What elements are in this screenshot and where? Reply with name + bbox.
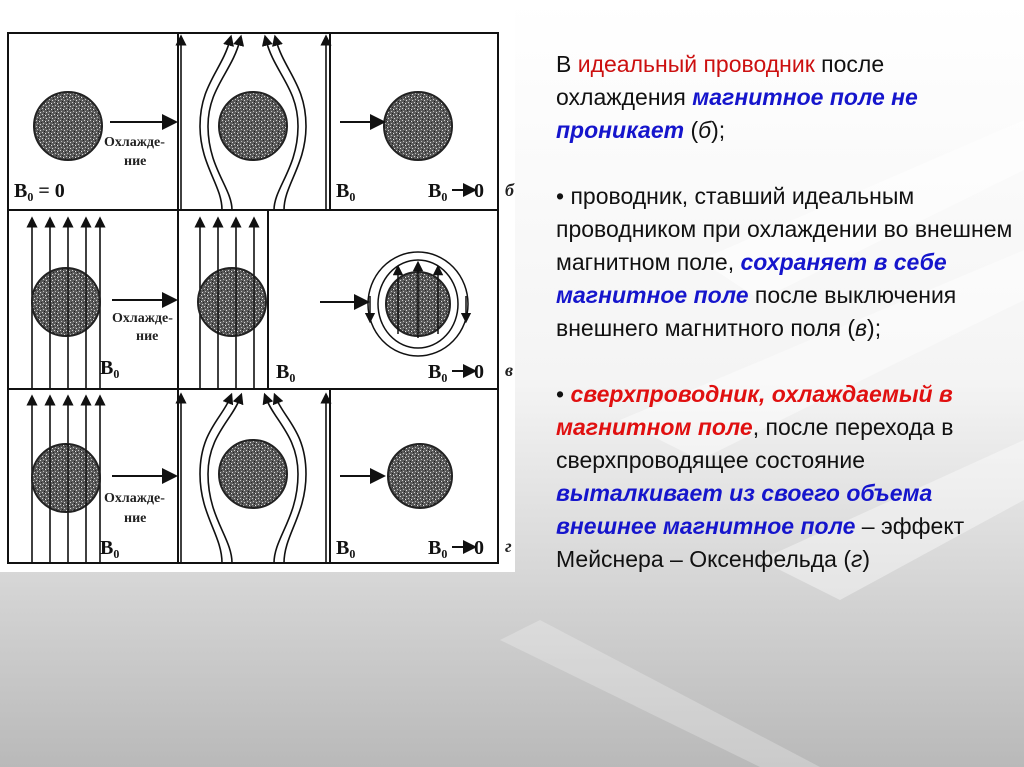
superconductor-ball <box>198 268 266 336</box>
b0-label-right: B₀ <box>428 180 448 202</box>
b0-label-right: B₀ <box>428 537 448 559</box>
cooling-label-top: Охлажде- <box>104 491 165 506</box>
b0-label-left: B₀ = 0 <box>14 180 65 202</box>
cooling-label-bottom: ние <box>136 329 159 344</box>
cooling-label-bottom: ние <box>124 511 147 526</box>
row-tag-g: г <box>505 536 512 556</box>
superconductor-ball <box>32 444 100 512</box>
superconductor-ball <box>219 92 287 160</box>
superconductor-ball <box>219 440 287 508</box>
cooling-label-top: Охлажде- <box>112 311 173 326</box>
cooling-label-bottom: ние <box>124 154 147 169</box>
b0-label-right: B₀ <box>428 361 448 383</box>
meissner-diagram <box>0 0 515 572</box>
b0-label-mid: B₀ <box>336 180 356 202</box>
cooling-label-top: Охлажде- <box>104 135 165 150</box>
b0-target-zero: 0 <box>474 180 484 202</box>
superconductor-ball <box>34 92 102 160</box>
meissner-figure <box>0 0 515 572</box>
b0-target-zero: 0 <box>474 361 484 383</box>
paragraph-ideal-conductor: В идеальный проводник после охлаждения магнитное поле не проникает (б); <box>556 51 918 143</box>
paragraph-meissner-effect: • сверхпроводник, охлаждаемый в магнитном поле, после перехода в сверхпроводящее состояние выталкивает из своего объема внешнее магнитное поле – эффект Мейснера – Оксенфельда (г) <box>556 381 965 572</box>
b0-label-mid: B₀ <box>336 537 356 559</box>
row-tag-b: б <box>505 180 514 200</box>
b0-label-left: B₀ <box>100 537 120 559</box>
paragraph-trapped-field: • проводник, ставший идеальным проводником при охлаждении во внешнем магнитном поле, сохраняет в себе магнитное поле после выключения внешнего магнитного поля (в); <box>556 183 1013 341</box>
explanation-text <box>556 48 1016 576</box>
superconductor-ball <box>388 444 452 508</box>
superconductor-ball <box>32 268 100 336</box>
b0-label-left: B₀ <box>100 357 120 379</box>
b0-label-mid: B₀ <box>276 361 296 383</box>
row-tag-v: в <box>505 360 514 380</box>
b0-target-zero: 0 <box>474 537 484 559</box>
superconductor-ball <box>384 92 452 160</box>
